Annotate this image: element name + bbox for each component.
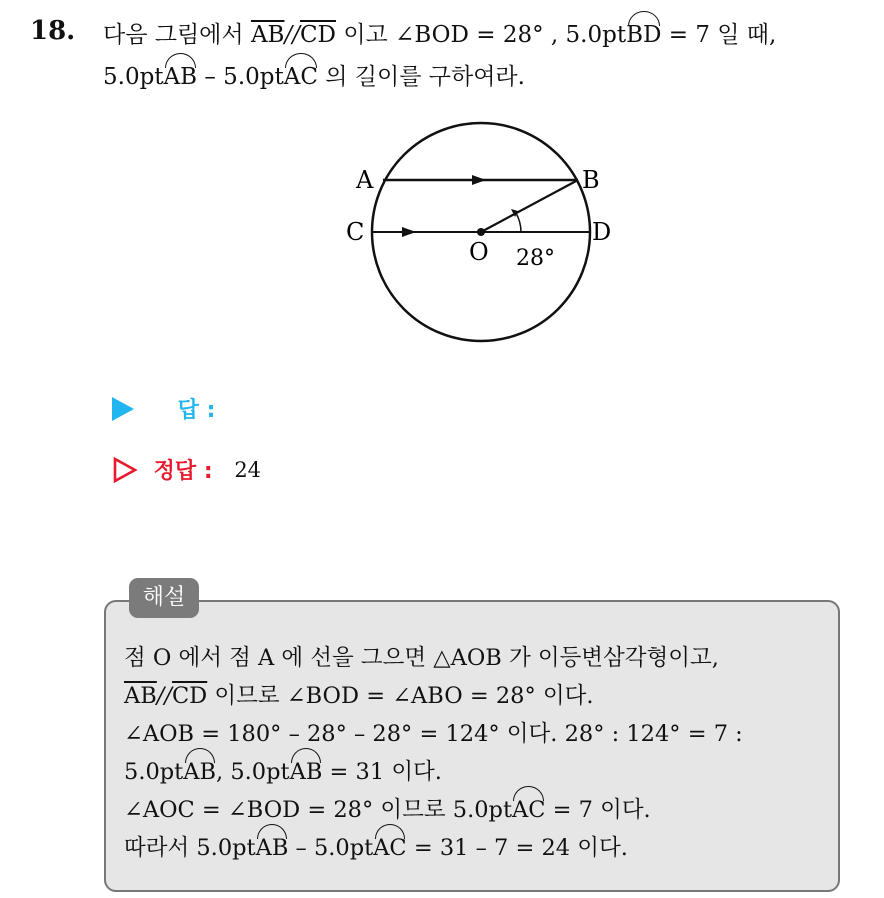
play-outline-icon	[112, 457, 138, 483]
angle-label: 28°	[516, 246, 555, 271]
label-a: A	[356, 166, 374, 194]
radius-ob	[481, 180, 578, 232]
explanation-line-5: ∠AOC = ∠BOD = 28° 이므로 5.0ptAC = 7 이다.	[124, 797, 651, 823]
explanation-line-6: 따라서 5.0ptAB – 5.0ptAC = 31 – 7 = 24 이다.	[124, 835, 628, 861]
parallel-symbol: //	[284, 22, 300, 48]
circle-figure	[340, 112, 630, 352]
angle-arc	[516, 213, 521, 232]
answer-row	[112, 393, 215, 424]
correct-label: 정답 :	[153, 459, 213, 484]
play-filled-icon	[112, 397, 134, 421]
correct-value: 24	[234, 457, 262, 482]
explanation-line-1: 점 O 에서 점 A 에 선을 그으면 △AOB 가 이등변삼각형이고,	[124, 645, 719, 671]
explanation-tag: 해설	[129, 578, 199, 618]
arrow-cd-icon	[402, 227, 416, 237]
arc-ab: AB	[163, 64, 198, 90]
explanation-line-3: ∠AOB = 180° – 28° – 28° = 124° 이다. 28° : 124° = 7 :	[124, 721, 743, 747]
arc-bd: BD	[626, 22, 662, 48]
arc-ac: AC	[283, 64, 318, 90]
correct-answer-row	[112, 454, 261, 485]
question-line-1: 다음 그림에서 $\overline{AB}//\overline{CD}$ 이고 ∠BOD = 28° , 5.0ptBD = 7 일 때,	[103, 22, 777, 48]
question-line-2: 5.0ptAB – 5.0ptAC 의 길이를 구하여라.	[103, 64, 525, 90]
center-point	[477, 228, 485, 236]
arrow-ab-icon	[472, 175, 486, 185]
explanation-line-2: $\overline{AB}//\overline{CD}$ 이므로 ∠BOD = ∠ABO = 28° 이다.	[124, 683, 594, 709]
explanation-line-4: 5.0ptAB, 5.0ptAB = 31 이다.	[124, 759, 442, 785]
segment-cd: $\overline{CD}$	[299, 22, 336, 48]
label-b: B	[582, 166, 600, 194]
segment-ab: $\overline{AB}$	[250, 22, 285, 48]
question-number: 18.	[30, 16, 76, 46]
label-d: D	[592, 218, 612, 246]
label-c: C	[346, 218, 365, 246]
label-o: O	[469, 238, 489, 266]
answer-label: 답 :	[177, 398, 216, 423]
